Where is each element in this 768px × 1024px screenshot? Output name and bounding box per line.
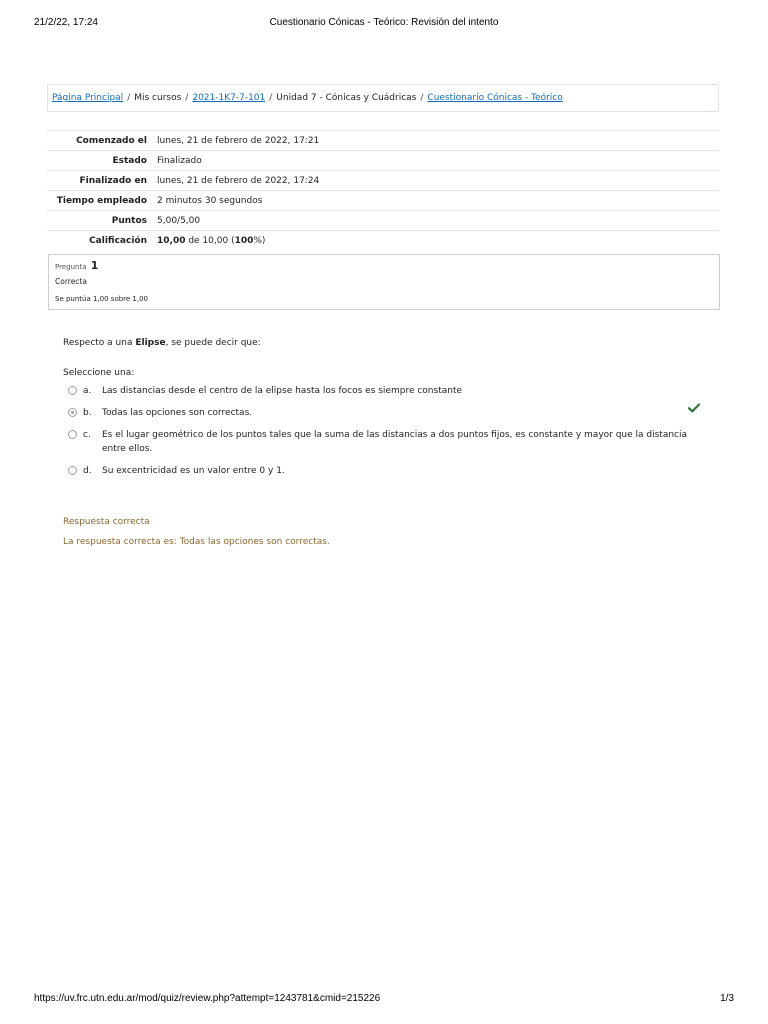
attempt-summary-table bbox=[47, 130, 719, 250]
answer-option-a[interactable] bbox=[68, 384, 708, 398]
summary-label: Calificación bbox=[47, 231, 153, 251]
question-text-pre: Respecto a una bbox=[63, 338, 136, 348]
radio-button-selected[interactable] bbox=[68, 408, 77, 417]
question-text-post: , se puede decir que: bbox=[165, 338, 261, 348]
print-header bbox=[34, 17, 734, 31]
breadcrumb-separator: / bbox=[269, 93, 273, 103]
summary-row-grade bbox=[47, 231, 719, 251]
breadcrumb-my-courses: Mis cursos bbox=[134, 93, 182, 103]
answer-text: Todas las opciones son correctas. bbox=[102, 408, 253, 418]
breadcrumb-home-link[interactable]: Página Principal bbox=[52, 93, 124, 103]
summary-row-marks bbox=[47, 211, 719, 231]
answer-letter: b. bbox=[83, 408, 92, 418]
question-text-bold: Elipse bbox=[135, 338, 166, 348]
answer-prompt: Seleccione una: bbox=[63, 368, 135, 378]
answer-text: Es el lugar geométrico de los puntos tales que la suma de las distancias a dos puntos fijos, es constante y mayor que la distancia entre ellos. bbox=[102, 430, 688, 454]
breadcrumb-separator: / bbox=[420, 93, 424, 103]
print-url: https://uv.frc.utn.edu.ar/mod/quiz/review.php?attempt=1243781&cmid=215226 bbox=[34, 993, 381, 1004]
question-info-box bbox=[48, 254, 720, 310]
summary-label: Estado bbox=[47, 151, 153, 171]
answer-option-b[interactable] bbox=[68, 406, 708, 420]
answer-list bbox=[68, 384, 708, 486]
summary-row-started bbox=[47, 131, 719, 151]
question-number-line bbox=[55, 259, 713, 274]
print-title: Cuestionario Cónicas - Teórico: Revisión del intento bbox=[269, 17, 499, 28]
question-grade: Se puntúa 1,00 sobre 1,00 bbox=[55, 295, 149, 303]
breadcrumb-section: Unidad 7 - Cónicas y Cuádricas bbox=[276, 93, 417, 103]
answer-option-c[interactable] bbox=[68, 428, 708, 456]
feedback-state: Respuesta correcta bbox=[63, 517, 150, 527]
summary-value: Finalizado bbox=[153, 151, 719, 171]
answer-text: Las distancias desde el centro de la elipse hasta los focos es siempre constante bbox=[102, 386, 463, 396]
feedback-right-answer: La respuesta correcta es: Todas las opciones son correctas. bbox=[63, 537, 330, 547]
radio-button[interactable] bbox=[68, 430, 77, 439]
breadcrumb-separator: / bbox=[185, 93, 189, 103]
grade-suffix: %) bbox=[253, 236, 266, 246]
question-state: Correcta bbox=[55, 277, 87, 286]
question-number: 1 bbox=[90, 259, 99, 272]
summary-label: Finalizado en bbox=[47, 171, 153, 191]
print-footer bbox=[34, 993, 734, 1007]
question-number-label: Pregunta bbox=[55, 263, 87, 271]
question-text bbox=[63, 338, 261, 348]
answer-letter: d. bbox=[83, 466, 92, 476]
answer-option-d[interactable] bbox=[68, 464, 708, 478]
breadcrumb bbox=[47, 84, 719, 112]
summary-label: Puntos bbox=[47, 211, 153, 231]
summary-label: Comenzado el bbox=[47, 131, 153, 151]
summary-row-state bbox=[47, 151, 719, 171]
radio-button[interactable] bbox=[68, 386, 77, 395]
radio-button[interactable] bbox=[68, 466, 77, 475]
answer-text: Su excentricidad es un valor entre 0 y 1. bbox=[102, 466, 285, 476]
check-icon bbox=[688, 403, 700, 413]
breadcrumb-quiz-link[interactable]: Cuestionario Cónicas - Teórico bbox=[427, 93, 563, 103]
summary-grade-value bbox=[153, 231, 719, 251]
summary-row-time-taken bbox=[47, 191, 719, 211]
summary-value: lunes, 21 de febrero de 2022, 17:21 bbox=[153, 131, 719, 151]
breadcrumb-course-link[interactable]: 2021-1K7-7-101 bbox=[192, 93, 266, 103]
summary-row-completed bbox=[47, 171, 719, 191]
grade-percent: 100 bbox=[234, 236, 254, 246]
print-datetime: 21/2/22, 17:24 bbox=[34, 17, 98, 28]
grade-score: 10,00 bbox=[157, 236, 186, 246]
summary-value: 2 minutos 30 segundos bbox=[153, 191, 719, 211]
print-page-number: 1/3 bbox=[720, 993, 734, 1004]
summary-value: lunes, 21 de febrero de 2022, 17:24 bbox=[153, 171, 719, 191]
answer-letter: a. bbox=[83, 386, 92, 396]
breadcrumb-separator: / bbox=[127, 93, 131, 103]
grade-middle: de 10,00 ( bbox=[185, 236, 235, 246]
summary-value: 5,00/5,00 bbox=[153, 211, 719, 231]
answer-letter: c. bbox=[83, 430, 91, 440]
summary-label: Tiempo empleado bbox=[47, 191, 153, 211]
